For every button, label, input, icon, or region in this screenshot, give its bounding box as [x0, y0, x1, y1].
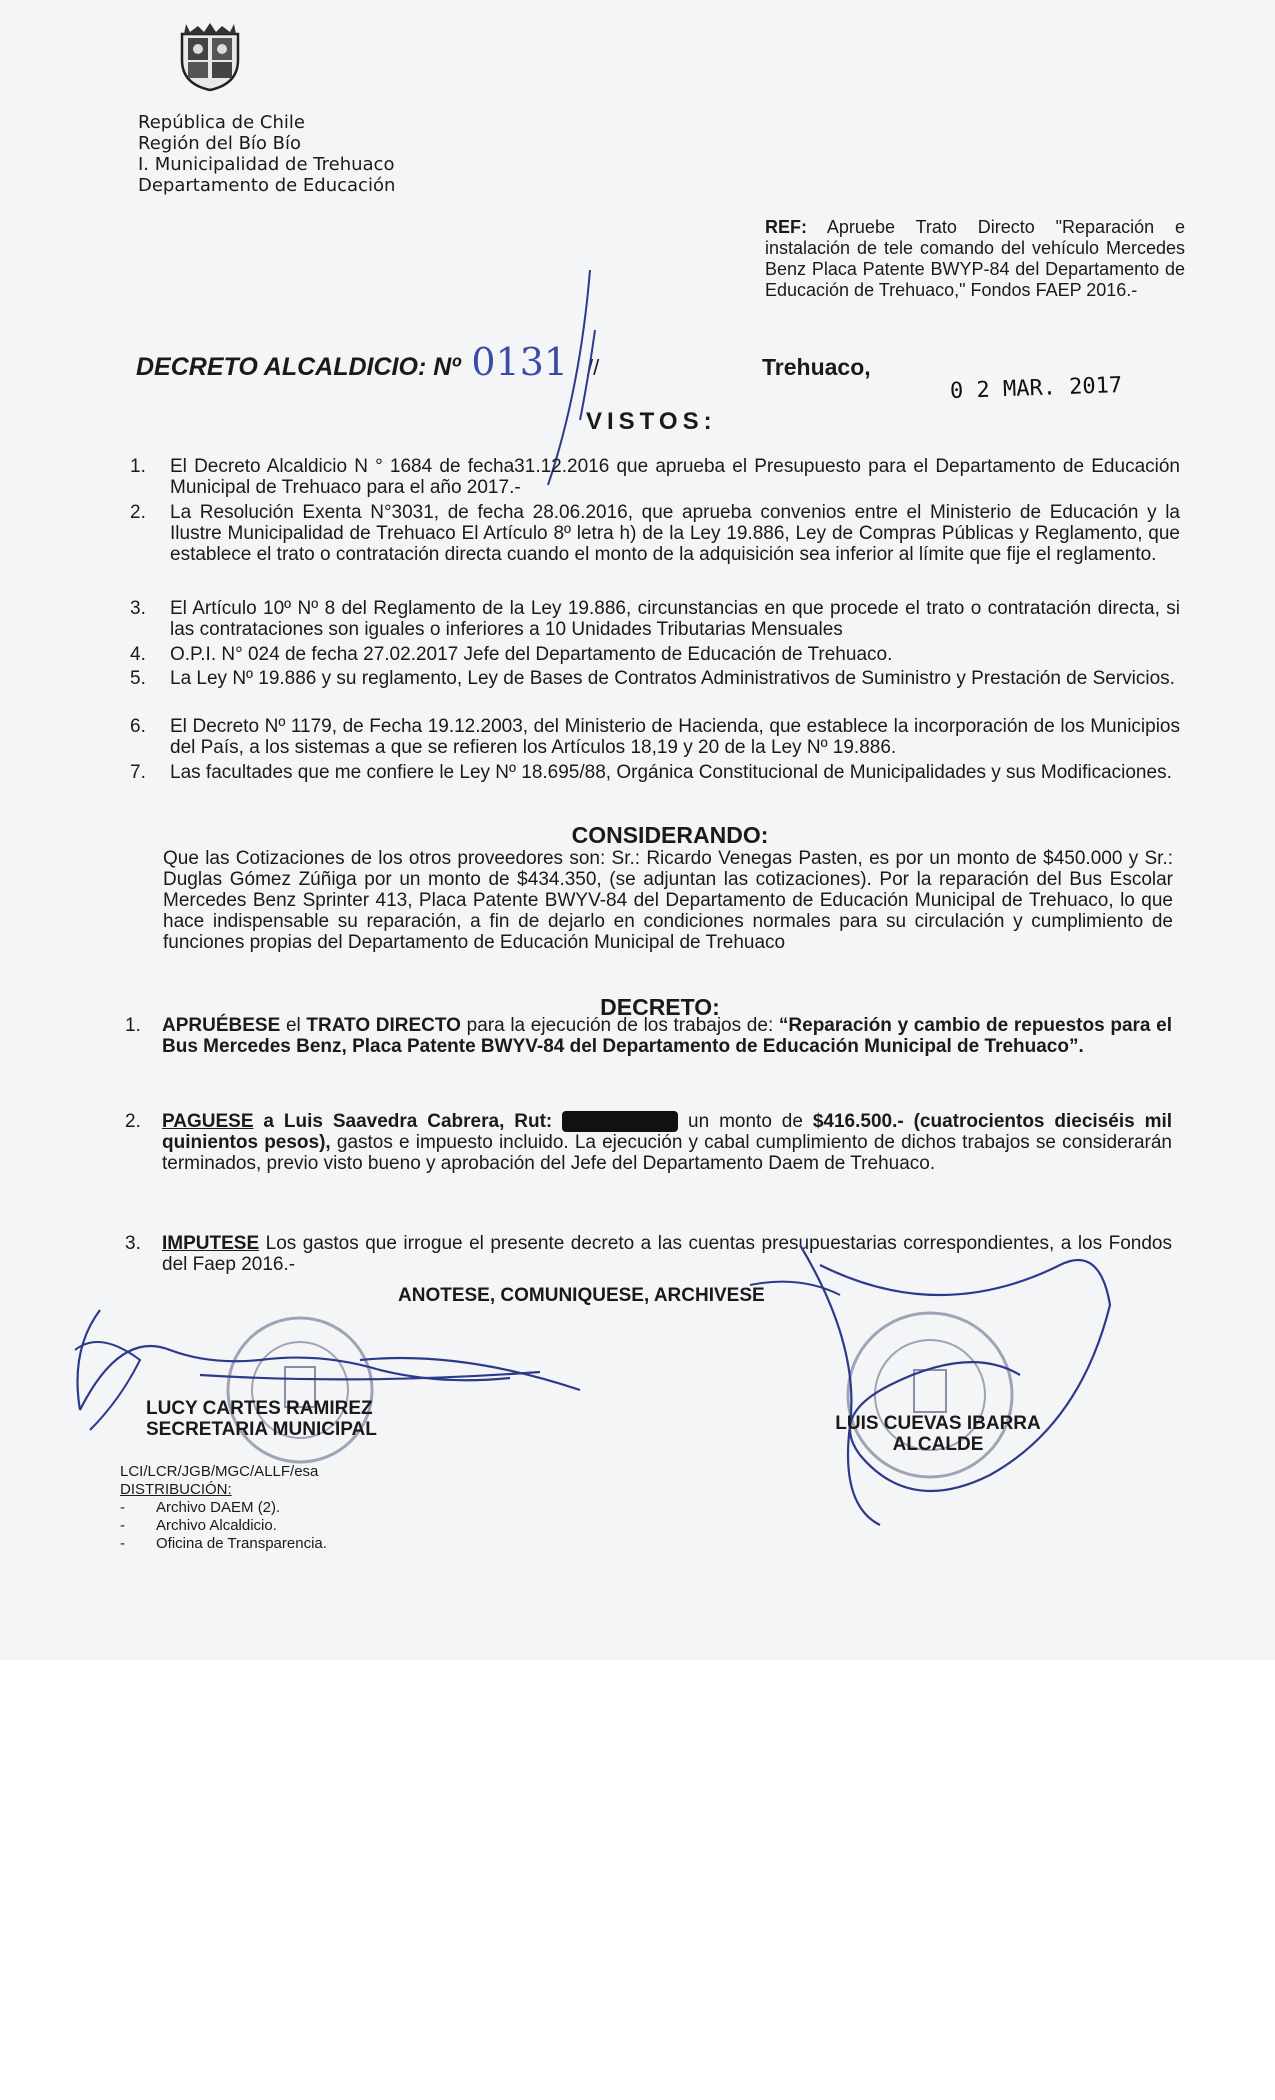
- header-line-1: República de Chile: [138, 112, 305, 133]
- ref-text: Apruebe Trato Directo "Reparación e instalación de tele comando del vehículo Mercedes Benz Placa Patente BWYP-84 del Departamento de Educación de Trehuaco," Fondos FAEP 2016.-: [765, 217, 1185, 300]
- decreto-bold: $416.500.- (cuatrocientos dieciséis mil quinientos pesos),: [162, 1111, 1173, 1153]
- decreto-verb: IMPUTESE: [162, 1233, 260, 1254]
- distribution-item: - Archivo Alcaldicio.: [120, 1517, 277, 1534]
- decreto-number: 3.: [125, 1233, 141, 1254]
- date-stamp: 0 2 MAR. 2017: [949, 373, 1123, 404]
- vistos-item: La Resolución Exenta N°3031, de fecha 28.06.2016, que aprueba convenios entre el Ministerio de Educación y la Ilustre Municipalidad de Trehuaco El Artículo 8º letra h) de la Ley 19.886, Ley de Compras Públicas y Reglamento, que establece el trato o contratación directa cuando el monto de la adquisición sea inferior al límite que fije el reglamento.: [170, 502, 1180, 565]
- place-label: Trehuaco,: [762, 354, 871, 380]
- coat-of-arms-icon: [176, 20, 244, 92]
- decree-number: 0131: [471, 340, 569, 384]
- distribution-initials: LCI/LCR/JGB/MGC/ALLF/esa: [120, 1463, 319, 1480]
- distribution-block: [120, 1463, 327, 1553]
- mayor-block: [818, 1413, 1058, 1455]
- vistos-number: 3.: [130, 598, 146, 619]
- reference-block: [765, 217, 1185, 301]
- decreto-verb: APRUÉBESE: [162, 1015, 281, 1036]
- decree-title-label: DECRETO ALCALDICIO: Nº: [136, 353, 461, 381]
- decreto-text: Los gastos que irrogue el presente decreto a las cuentas presupuestarias correspondientes, a los Fondos del Faep 2016.-: [162, 1233, 1172, 1275]
- closing-formula: ANOTESE, COMUNIQUESE, ARCHIVESE: [398, 1285, 765, 1306]
- decreto-item-1: [162, 1015, 1172, 1057]
- vistos-number: 7.: [130, 762, 146, 783]
- vistos-number: 2.: [130, 502, 146, 523]
- considerando-text: Que las Cotizaciones de los otros proveedores son: Sr.: Ricardo Venegas Pasten, es por un monto de $450.000 y Sr.: Duglas Gómez Zúñiga por un monto de $434.350, (se adjuntan las cotizaciones). Por la reparación del Bus Escolar Mercedes Benz Sprinter 413, Placa Patente BWYV-84 del Departamento de Educación Municipal de Trehuaco, lo que hace indispensable su reparación, a fin de dejarlo en condiciones normales para su circulación y cumplimiento de funciones propias del Departamento de Educación Municipal de Trehuaco: [163, 848, 1173, 953]
- vistos-item: La Ley Nº 19.886 y su reglamento, Ley de Bases de Contratos Administrativos de Suministro y Prestación de Servicios.: [170, 668, 1175, 689]
- header-line-4: Departamento de Educación: [138, 175, 396, 196]
- distribution-heading: DISTRIBUCIÓN:: [120, 1481, 232, 1498]
- decreto-number: 2.: [125, 1111, 141, 1132]
- mayor-name: LUIS CUEVAS IBARRA: [835, 1413, 1041, 1434]
- decreto-text: gastos e impuesto incluido. La ejecución y cabal cumplimiento de dichos trabajos se considerarán terminados, previo visto bueno y aprobación del Jefe del Departamento Daem de Trehuaco.: [162, 1132, 1172, 1174]
- institution-header: [138, 112, 395, 196]
- decreto-item-2: [162, 1111, 1172, 1174]
- decreto-number: 1.: [125, 1015, 141, 1036]
- header-line-3: I. Municipalidad de Trehuaco: [138, 154, 395, 175]
- vistos-number: 4.: [130, 644, 146, 665]
- distribution-item: - Oficina de Transparencia.: [120, 1535, 327, 1552]
- vistos-item: Las facultades que me confiere le Ley Nº 18.695/88, Orgánica Constitucional de Municipalidades y sus Modificaciones.: [170, 762, 1172, 783]
- secretary-block: [146, 1398, 377, 1440]
- vistos-number: 6.: [130, 716, 146, 737]
- secretary-name: LUCY CARTES RAMIREZ: [146, 1398, 373, 1419]
- decreto-verb: PAGUESE: [162, 1111, 254, 1132]
- vistos-item: El Decreto Alcaldicio N ° 1684 de fecha31.12.2016 que aprueba el Presupuesto para el Departamento de Educación Municipal de Trehuaco para el año 2017.-: [170, 456, 1180, 498]
- signature-alcalde: [740, 1225, 1120, 1545]
- considerando-heading: CONSIDERANDO:: [571, 822, 769, 848]
- decreto-bold: TRATO DIRECTO: [306, 1015, 461, 1036]
- decree-title: [136, 340, 599, 384]
- vistos-number: 1.: [130, 456, 146, 477]
- vistos-item: El Artículo 10º Nº 8 del Reglamento de la Ley 19.886, circunstancias en que procede el trato o contratación directa, si las contrataciones son iguales o inferiores a 10 Unidades Tributarias Mensuales: [170, 598, 1180, 640]
- vistos-item: O.P.I. N° 024 de fecha 27.02.2017 Jefe del Departamento de Educación de Trehuaco.: [170, 644, 893, 665]
- secretary-title: SECRETARIA MUNICIPAL: [146, 1419, 377, 1440]
- vistos-item: El Decreto Nº 1179, de Fecha 19.12.2003, del Ministerio de Hacienda, que establece la incorporación de los Municipios del País, a los sistemas a que se refieren los Artículos 18,19 y 20 de la Ley Nº 19.886.: [170, 716, 1180, 758]
- decreto-heading: DECRETO:: [600, 994, 720, 1020]
- decreto-bold: “Reparación y cambio de repuestos para el Bus Mercedes Benz, Placa Patente BWYV-84 del Departamento de Educación Municipal de Trehuaco”.: [162, 1015, 1173, 1057]
- decree-slashes: //: [587, 355, 600, 380]
- vistos-number: 5.: [130, 668, 146, 689]
- redacted-rut: [562, 1111, 678, 1132]
- ref-label: REF:: [765, 217, 807, 237]
- distribution-item: - Archivo DAEM (2).: [120, 1499, 281, 1516]
- decreto-text: para la ejecución de los trabajos de:: [466, 1015, 774, 1036]
- vistos-heading: VISTOS:: [586, 408, 717, 435]
- mayor-title: ALCALDE: [892, 1434, 984, 1455]
- decreto-text: un monto de: [688, 1111, 803, 1132]
- decreto-text: el: [285, 1015, 301, 1036]
- decreto-bold: a Luis Saavedra Cabrera, Rut:: [263, 1111, 553, 1132]
- header-line-2: Región del Bío Bío: [138, 133, 302, 154]
